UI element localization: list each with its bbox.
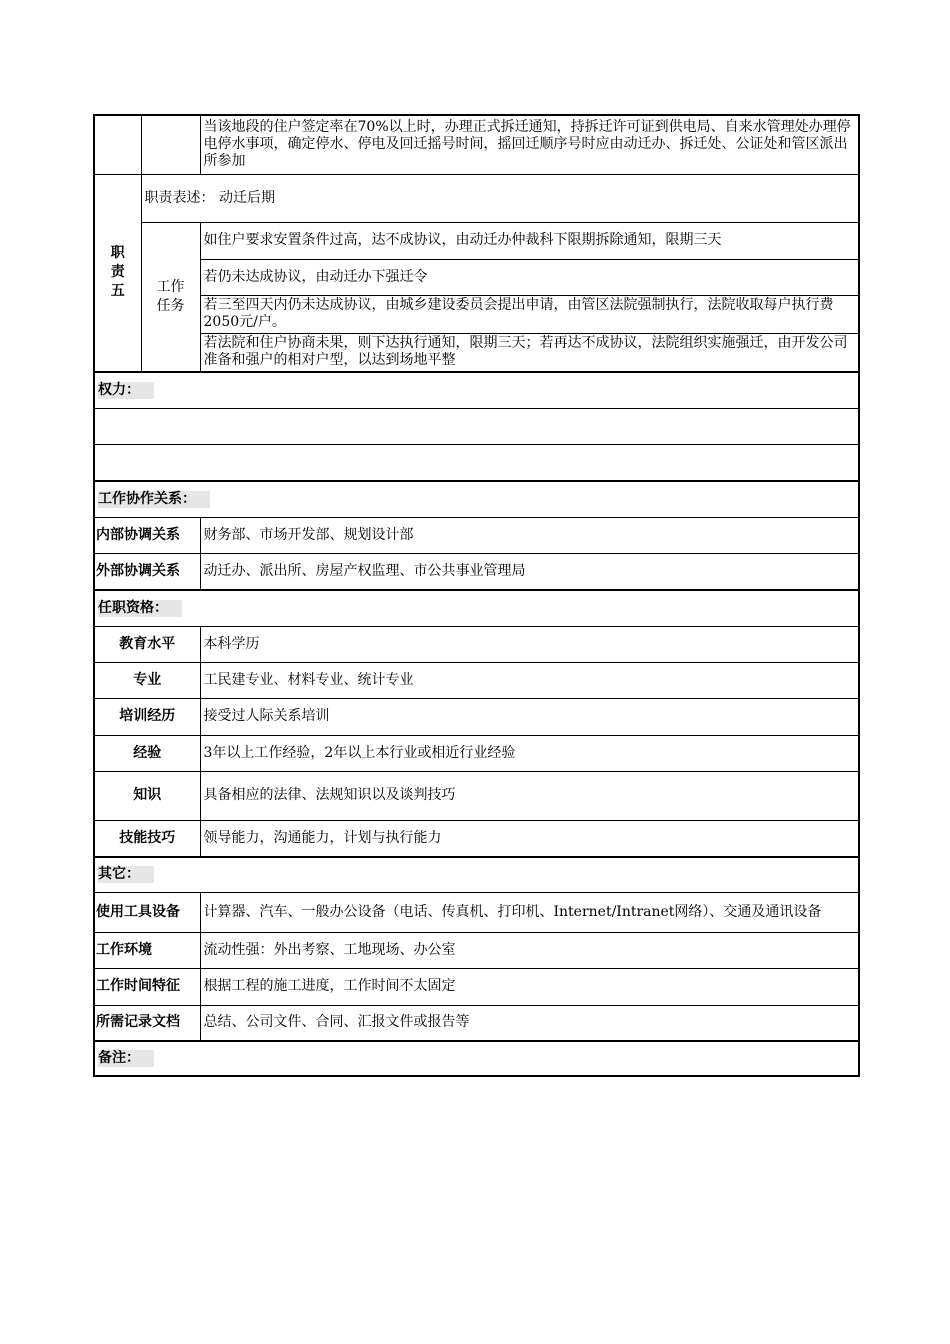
table-row bbox=[94, 626, 859, 662]
table-row bbox=[94, 820, 859, 857]
major-label: 专业 bbox=[94, 662, 200, 698]
training-label: 培训经历 bbox=[94, 698, 200, 735]
experience-value: 3年以上工作经验，2年以上本行业或相近行业经验 bbox=[200, 735, 859, 771]
duty5-task-2: 若仍未达成协议，由动迁办下强迁令 bbox=[200, 259, 859, 295]
job-description-table bbox=[93, 114, 860, 1077]
internal-coordination-value: 财务部、市场开发部、规划设计部 bbox=[200, 517, 859, 553]
duty5-task-row bbox=[94, 259, 859, 295]
education-value: 本科学历 bbox=[200, 626, 859, 662]
table-row bbox=[94, 932, 859, 968]
table-row bbox=[94, 553, 859, 590]
duty5-task-1: 如住户要求安置条件过高，达不成协议，由动迁办仲裁科下限期拆除通知，限期三天 bbox=[200, 222, 859, 259]
power-heading-row bbox=[94, 372, 859, 408]
external-coordination-label: 外部协调关系 bbox=[94, 553, 200, 590]
table-row bbox=[94, 771, 859, 820]
remarks-heading: 备注： bbox=[98, 1050, 154, 1067]
other-heading-row bbox=[94, 857, 859, 892]
qualifications-heading-row bbox=[94, 590, 859, 626]
cooperation-heading: 工作协作关系： bbox=[98, 491, 210, 508]
table-row bbox=[94, 662, 859, 698]
duty5-task-row bbox=[94, 295, 859, 333]
task-label: 工作 任务 bbox=[141, 222, 200, 372]
environment-label: 工作环境 bbox=[94, 932, 200, 968]
records-value: 总结、公司文件、合同、汇报文件或报告等 bbox=[200, 1005, 859, 1041]
knowledge-value: 具备相应的法律、法规知识以及谈判技巧 bbox=[200, 771, 859, 820]
table-row bbox=[94, 698, 859, 735]
environment-value: 流动性强：外出考察、工地现场、办公室 bbox=[200, 932, 859, 968]
tools-label: 使用工具设备 bbox=[94, 892, 200, 932]
duty5-description: 职责表述： 动迁后期 bbox=[141, 174, 859, 222]
table-row bbox=[94, 892, 859, 932]
work-time-value: 根据工程的施工进度，工作时间不太固定 bbox=[200, 968, 859, 1005]
other-heading: 其它： bbox=[98, 866, 154, 883]
education-label: 教育水平 bbox=[94, 626, 200, 662]
remarks-heading-row bbox=[94, 1041, 859, 1076]
duty5-task-row bbox=[94, 333, 859, 372]
power-heading: 权力： bbox=[98, 382, 154, 399]
records-label: 所需记录文档 bbox=[94, 1005, 200, 1041]
table-row bbox=[94, 517, 859, 553]
power-empty-row bbox=[94, 408, 859, 444]
duty5-task-3: 若三至四天内仍未达成协议，由城乡建设委员会提出申请，由管区法院强制执行，法院收取每户执行费2050元/户。 bbox=[200, 295, 859, 333]
duty5-task-row bbox=[94, 222, 859, 259]
experience-label: 经验 bbox=[94, 735, 200, 771]
work-time-label: 工作时间特征 bbox=[94, 968, 200, 1005]
skills-label: 技能技巧 bbox=[94, 820, 200, 857]
training-value: 接受过人际关系培训 bbox=[200, 698, 859, 735]
qualifications-heading: 任职资格： bbox=[98, 600, 182, 617]
table-row bbox=[94, 968, 859, 1005]
skills-value: 领导能力，沟通能力，计划与执行能力 bbox=[200, 820, 859, 857]
duty5-label: 职 责 五 bbox=[94, 174, 141, 372]
table-row bbox=[94, 735, 859, 771]
duty4-task-text: 当该地段的住户签定率在70%以上时，办理正式拆迁通知，持拆迁许可证到供电局、自来水管理处办理停电停水事项，确定停水、停电及回迁摇号时间，摇回迁顺序号时应由动迁办、拆迁处、公证处和管区派出所参加 bbox=[200, 115, 859, 174]
table-row bbox=[94, 1005, 859, 1041]
cooperation-heading-row bbox=[94, 481, 859, 517]
major-value: 工民建专业、材料专业、统计专业 bbox=[200, 662, 859, 698]
internal-coordination-label: 内部协调关系 bbox=[94, 517, 200, 553]
knowledge-label: 知识 bbox=[94, 771, 200, 820]
duty5-task-4: 若法院和住户协商未果，则下达执行通知，限期三天；若再达不成协议，法院组织实施强迁，由开发公司准备和强户的相对户型，以达到场地平整 bbox=[200, 333, 859, 372]
duty4-task-row bbox=[94, 115, 859, 174]
job-description-page bbox=[93, 114, 858, 1077]
tools-value: 计算器、汽车、一般办公设备（电话、传真机、打印机、Internet/Intranet网络）、交通及通讯设备 bbox=[200, 892, 859, 932]
duty5-description-row bbox=[94, 174, 859, 222]
external-coordination-value: 动迁办、派出所、房屋产权监理、市公共事业管理局 bbox=[200, 553, 859, 590]
power-empty-row bbox=[94, 444, 859, 481]
